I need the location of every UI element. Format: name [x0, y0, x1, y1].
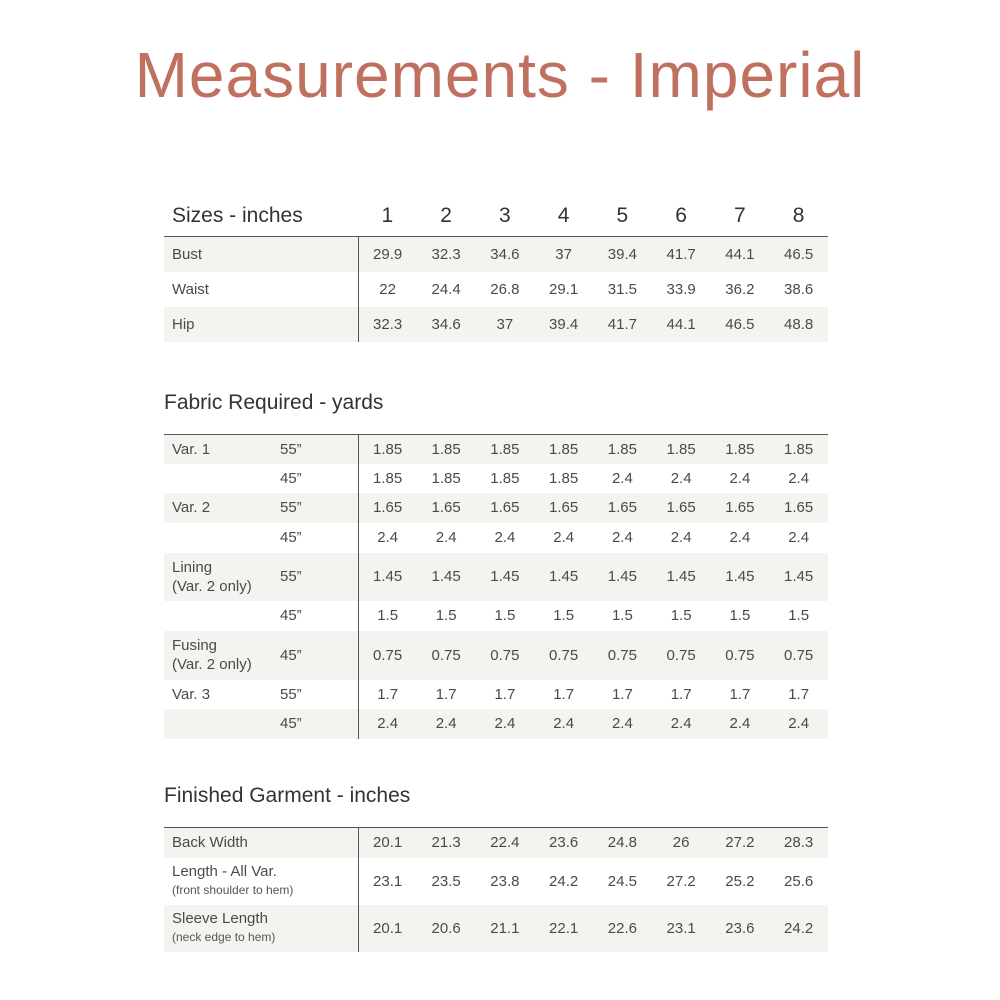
row-label: Var. 3 [172, 685, 211, 703]
cell-value: 23.1 [652, 905, 711, 952]
cell-value: 22 [379, 280, 396, 298]
size-col-3: 3 [476, 196, 535, 237]
cell-value: 2.4 [417, 709, 476, 739]
cell-value: 1.45 [593, 553, 652, 601]
cell-value: 1.7 [435, 685, 457, 703]
cell-value: 31.5 [607, 280, 637, 298]
finished-table [164, 827, 828, 952]
cell-value: 23.8 [490, 872, 520, 890]
row-sublabel: (Var. 2 only) [172, 656, 252, 673]
fabric-section-title: Fabric Required - yards [164, 391, 384, 414]
cell-value: 37 [534, 237, 593, 272]
table-row [164, 435, 828, 464]
row-label: Back Width [172, 834, 248, 852]
cell-value: 1.45 [652, 553, 711, 601]
cell-value: 34.6 [476, 237, 535, 272]
row-label-cell [164, 523, 274, 553]
cell-value: 1.7 [494, 685, 516, 703]
table-row [164, 464, 828, 493]
cell-value: 1.85 [534, 435, 593, 464]
cell-value: 1.7 [788, 685, 810, 703]
row-label-cell [164, 828, 358, 858]
table-row [164, 237, 828, 272]
cell-value: 1.45 [358, 553, 417, 601]
fabric-width: 55” [274, 435, 358, 464]
cell-value: 2.4 [788, 469, 810, 487]
row-label-cell [164, 601, 274, 631]
cell-value: 27.2 [711, 828, 770, 858]
cell-value: 1.45 [534, 553, 593, 601]
cell-value: 1.85 [431, 469, 461, 487]
sizes-table-block [164, 196, 828, 342]
cell-value: 26 [652, 828, 711, 858]
cell-value: 0.75 [358, 631, 417, 680]
row-label: Lining [172, 558, 213, 576]
fabric-width: 45” [274, 464, 358, 493]
cell-value: 26.8 [490, 280, 520, 298]
cell-value: 1.7 [377, 685, 399, 703]
row-label-cell [164, 631, 274, 680]
row-label: Fusing [172, 637, 218, 654]
row-sublabel: (neck edge to hem) [172, 930, 276, 944]
cell-value: 2.4 [729, 529, 751, 546]
cell-value: 29.9 [358, 237, 417, 272]
fabric-width: 45” [274, 709, 358, 739]
cell-value: 32.3 [417, 237, 476, 272]
fabric-width: 55” [274, 493, 358, 523]
cell-value: 1.85 [358, 435, 417, 464]
fabric-width: 55” [274, 680, 358, 709]
cell-value: 44.1 [711, 237, 770, 272]
cell-value: 22.4 [476, 828, 535, 858]
cell-value: 1.5 [553, 607, 575, 624]
size-col-7: 7 [711, 196, 770, 237]
cell-value: 1.65 [476, 493, 535, 523]
finished-table-block [164, 827, 828, 952]
cell-value: 1.85 [593, 435, 652, 464]
cell-value: 1.7 [729, 685, 751, 703]
cell-value: 23.1 [373, 872, 403, 890]
table-row [164, 828, 828, 858]
cell-value: 2.4 [670, 469, 692, 487]
table-row [164, 307, 828, 342]
cell-value: 1.7 [611, 685, 633, 703]
cell-value: 1.85 [652, 435, 711, 464]
cell-value: 1.65 [593, 493, 652, 523]
row-label: Sleeve Length [172, 910, 268, 927]
table-row [164, 493, 828, 523]
cell-value: 1.45 [476, 553, 535, 601]
table-row [164, 272, 828, 307]
row-label: Var. 1 [172, 440, 211, 458]
table-row [164, 680, 828, 709]
fabric-table-block [164, 434, 828, 739]
cell-value: 1.45 [417, 553, 476, 601]
cell-value: 37 [476, 307, 535, 342]
cell-value: 2.4 [788, 529, 810, 546]
cell-value: 44.1 [652, 307, 711, 342]
cell-value: 21.3 [417, 828, 476, 858]
cell-value: 2.4 [377, 529, 399, 546]
row-label-cell [164, 435, 274, 464]
row-sublabel: (Var. 2 only) [172, 577, 252, 595]
cell-value: 0.75 [417, 631, 476, 680]
cell-value: 22.1 [534, 905, 593, 952]
cell-value: 1.65 [358, 493, 417, 523]
cell-value: 1.5 [788, 607, 810, 624]
cell-value: 2.4 [611, 529, 633, 546]
table-row [164, 858, 828, 905]
cell-value: 32.3 [358, 307, 417, 342]
cell-value: 2.4 [494, 529, 516, 546]
cell-value: 2.4 [611, 469, 633, 487]
cell-value: 23.6 [534, 828, 593, 858]
cell-value: 23.6 [711, 905, 770, 952]
cell-value: 1.45 [769, 553, 828, 601]
size-col-4: 4 [534, 196, 593, 237]
cell-value: 46.5 [769, 237, 828, 272]
cell-value: 1.85 [490, 469, 520, 487]
row-label-cell [164, 680, 274, 709]
size-col-5: 5 [593, 196, 652, 237]
cell-value: 0.75 [769, 631, 828, 680]
size-col-1: 1 [358, 196, 417, 237]
fabric-width: 45” [274, 523, 358, 553]
cell-value: 1.5 [729, 607, 751, 624]
sizes-header-row [164, 196, 828, 237]
cell-value: 39.4 [593, 237, 652, 272]
cell-value: 24.4 [431, 280, 461, 298]
cell-value: 2.4 [476, 709, 535, 739]
size-col-2: 2 [417, 196, 476, 237]
row-label: Waist [164, 272, 358, 307]
cell-value: 1.85 [549, 469, 579, 487]
cell-value: 1.7 [553, 685, 575, 703]
row-label-cell [164, 858, 358, 905]
cell-value: 0.75 [534, 631, 593, 680]
cell-value: 1.65 [417, 493, 476, 523]
row-label-cell [164, 493, 274, 523]
cell-value: 1.5 [611, 607, 633, 624]
cell-value: 0.75 [476, 631, 535, 680]
cell-value: 1.85 [769, 435, 828, 464]
cell-value: 1.65 [534, 493, 593, 523]
cell-value: 1.65 [711, 493, 770, 523]
table-row [164, 601, 828, 631]
sizes-header-label: Sizes - inches [164, 196, 358, 237]
cell-value: 24.5 [607, 872, 637, 890]
cell-value: 2.4 [769, 709, 828, 739]
fabric-width: 45” [274, 631, 358, 680]
cell-value: 48.8 [769, 307, 828, 342]
cell-value: 29.1 [549, 280, 579, 298]
row-label-cell [164, 553, 274, 601]
cell-value: 1.5 [494, 607, 516, 624]
cell-value: 1.65 [652, 493, 711, 523]
size-col-8: 8 [769, 196, 828, 237]
fabric-width: 45” [274, 601, 358, 631]
row-label-cell [164, 464, 274, 493]
cell-value: 0.75 [652, 631, 711, 680]
cell-value: 41.7 [593, 307, 652, 342]
size-col-6: 6 [652, 196, 711, 237]
cell-value: 25.2 [725, 872, 755, 890]
page-title: Measurements - Imperial [134, 39, 866, 111]
cell-value: 2.4 [729, 469, 751, 487]
row-label: Var. 2 [172, 499, 211, 516]
cell-value: 1.5 [377, 607, 399, 624]
cell-value: 24.8 [593, 828, 652, 858]
cell-value: 1.5 [435, 607, 457, 624]
cell-value: 1.85 [711, 435, 770, 464]
cell-value: 1.85 [373, 469, 403, 487]
cell-value: 1.5 [670, 607, 692, 624]
cell-value: 2.4 [711, 709, 770, 739]
cell-value: 38.6 [784, 280, 814, 298]
cell-value: 46.5 [711, 307, 770, 342]
cell-value: 1.7 [670, 685, 692, 703]
cell-value: 25.6 [784, 872, 814, 890]
finished-section-title: Finished Garment - inches [164, 784, 411, 807]
cell-value: 23.5 [431, 872, 461, 890]
cell-value: 33.9 [666, 280, 696, 298]
row-label: Length - All Var. [172, 863, 277, 880]
cell-value: 0.75 [711, 631, 770, 680]
cell-value: 2.4 [435, 529, 457, 546]
cell-value: 2.4 [652, 709, 711, 739]
cell-value: 27.2 [666, 872, 696, 890]
cell-value: 1.85 [476, 435, 535, 464]
cell-value: 20.6 [417, 905, 476, 952]
table-row [164, 631, 828, 680]
cell-value: 22.6 [593, 905, 652, 952]
cell-value: 24.2 [769, 905, 828, 952]
fabric-width: 55” [274, 553, 358, 601]
row-sublabel: (front shoulder to hem) [172, 883, 294, 897]
cell-value: 24.2 [549, 872, 579, 890]
sizes-table [164, 196, 828, 342]
fabric-table [164, 434, 828, 739]
cell-value: 39.4 [534, 307, 593, 342]
cell-value: 20.1 [358, 905, 417, 952]
cell-value: 2.4 [553, 529, 575, 546]
cell-value: 20.1 [358, 828, 417, 858]
cell-value: 2.4 [593, 709, 652, 739]
row-label: Bust [164, 237, 358, 272]
cell-value: 1.65 [769, 493, 828, 523]
cell-value: 1.85 [417, 435, 476, 464]
cell-value: 2.4 [358, 709, 417, 739]
cell-value: 28.3 [769, 828, 828, 858]
table-row [164, 905, 828, 952]
row-label: Hip [164, 307, 358, 342]
cell-value: 21.1 [476, 905, 535, 952]
table-row [164, 553, 828, 601]
cell-value: 2.4 [670, 529, 692, 546]
cell-value: 2.4 [534, 709, 593, 739]
cell-value: 34.6 [417, 307, 476, 342]
table-row [164, 523, 828, 553]
cell-value: 0.75 [593, 631, 652, 680]
table-row [164, 709, 828, 739]
row-label-cell [164, 905, 358, 952]
cell-value: 1.45 [711, 553, 770, 601]
row-label-cell [164, 709, 274, 739]
cell-value: 36.2 [725, 280, 755, 298]
cell-value: 41.7 [652, 237, 711, 272]
